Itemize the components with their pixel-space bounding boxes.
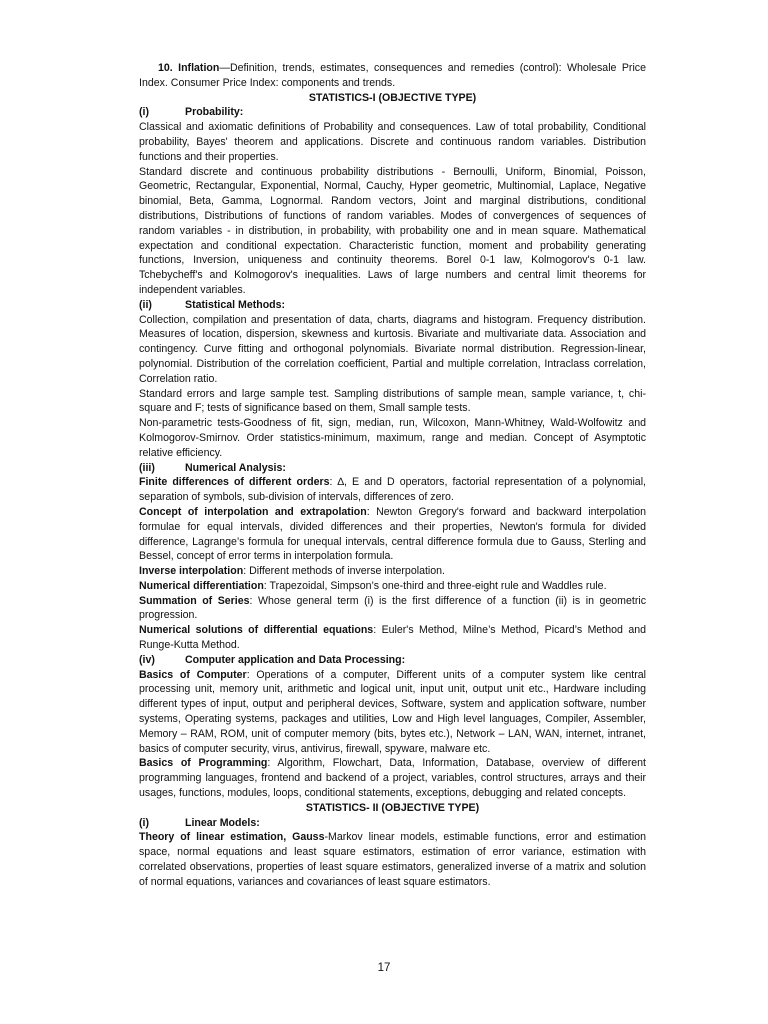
computer-heading (139, 653, 646, 668)
section-number: (ii) (139, 298, 152, 311)
topic-text: : Algorithm, Flowchart, Data, Information, Database, overview of different programming languages, frontend and backend of a project, variables, control structures, arrays and their usages, functions, modules, loops, conditional statements, exceptions, debugging and related concepts. (139, 757, 646, 800)
linear-estimation-paragraph (139, 830, 646, 889)
probability-paragraph-1: Classical and axiomatic definitions of Probability and consequences. Law of total probability, Conditional probability, Bayes' theorem and applications. Discrete and continuous random variables. Distribution functions and their properties. (139, 121, 646, 163)
topic-label: Summation of Series (139, 594, 250, 607)
finite-differences-paragraph (139, 475, 646, 505)
topic-text: : Different methods of inverse interpolation. (243, 565, 445, 578)
summation-paragraph (139, 594, 646, 624)
linear-models-heading (139, 816, 646, 831)
section-number: (i) (139, 106, 149, 119)
section-title: Numerical Analysis: (185, 461, 286, 474)
section-title: Probability: (185, 106, 244, 119)
section-title: Linear Models: (185, 816, 260, 829)
document-page (139, 61, 646, 890)
methods-paragraph-2: Standard errors and large sample test. Sampling distributions of sample mean, sample variance, t, chi-square and F; tests of significance based on them, Small sample tests. (139, 387, 646, 415)
topic-label: Numerical differentiation (139, 579, 264, 592)
probability-heading (139, 105, 646, 120)
inflation-paragraph (139, 61, 646, 91)
basics-of-computer-paragraph (139, 668, 646, 757)
section-number: (iii) (139, 461, 155, 474)
topic-text: : ∆, E and D operators, factorial representation of a polynomial, separation of symbols, sub-division of intervals, differences of zero. (139, 476, 646, 504)
topic-label: Inverse interpolation (139, 565, 244, 578)
inverse-interpolation-paragraph (139, 564, 646, 579)
topic-label: Theory of linear estimation, Gauss (139, 831, 325, 844)
topic-text: : Trapezoidal, Simpson’s one-third and three-eight rule and Waddles rule. (263, 579, 607, 592)
topic-text: : Euler's Method, Milne’s Method, Picard’s Method and Runge-Kutta Method. (139, 624, 646, 652)
methods-paragraph-3: Non-parametric tests-Goodness of fit, sign, median, run, Wilcoxon, Mann-Whitney, Wald-Wolfowitz and Kolmogorov-Smirnov. Order statistics-minimum, maximum, range and median. Concept of Asymptotic relative efficiency. (139, 417, 646, 459)
page-number: 17 (377, 962, 391, 974)
topic-text: -Markov linear models, estimable functions, error and estimation space, normal equations and least square estimators, estimation of error variance, estimation with correlated observations, properties of least square estimators, generalized inverse of a matrix and solution of normal equations, variances and covariances of least square estimators. (139, 831, 646, 888)
section-title: Statistical Methods: (185, 298, 286, 311)
methods-heading (139, 298, 646, 313)
inflation-text: —Definition, trends, estimates, consequences and remedies (control): Wholesale Price Index. Consumer Price Index: components and trends. (139, 62, 646, 89)
section-number: (iv) (139, 653, 155, 666)
topic-label: Basics of Programming (139, 757, 268, 770)
basics-of-programming-paragraph (139, 756, 646, 800)
topic-text: : Whose general term (i) is the first difference of a function (ii) is in geometric progression. (139, 594, 647, 622)
inflation-label: 10. Inflation (158, 62, 220, 74)
topic-text: : Newton Gregory's forward and backward interpolation formulae for equal intervals, divided differences and their properties, Newton's formula for divided difference, Lagrange’s formula for unequal intervals, central difference formula due to Gauss, Sterling and Bessel, concept of error terms in interpolation formula. (139, 505, 646, 563)
numerical-heading (139, 461, 646, 476)
topic-label: Basics of Computer (139, 668, 247, 681)
interpolation-paragraph (139, 505, 646, 564)
numerical-differentiation-paragraph (139, 579, 646, 594)
topic-label: Concept of interpolation and extrapolation (139, 505, 367, 518)
topic-text: : Operations of a computer, Different units of a computer system like central processing unit, memory unit, arithmetic and logical unit, input unit, output unit etc., Hardware including different types of input, output and peripheral devices, Software, system and application software, number systems, Operating systems, packages and utilities, Low and High level languages, Compiler, Assembler, Memory – RAM, ROM, unit of computer memory (bits, bytes etc.), Network – LAN, WAN, internet, intranet, basics of computer security, virus, antivirus, firewall, spyware, malware etc. (139, 668, 646, 755)
stat2-heading: STATISTICS- II (OBJECTIVE TYPE) (305, 801, 480, 814)
methods-paragraph-1: Collection, compilation and presentation of data, charts, diagrams and histogram. Frequency distribution. Measures of location, dispersion, skewness and kurtosis. Bivariate and multivariate data. Association and contingency. Curve fitting and orthogonal polynomials. Bivariate normal distribution. Regression-linear, polynomial. Distribution of the correlation coefficient, Partial and multiple correlation, Intraclass correlation, Correlation ratio. (139, 313, 646, 385)
section-number: (i) (139, 816, 149, 829)
stat1-heading: STATISTICS-I (OBJECTIVE TYPE) (308, 91, 477, 104)
section-title: Computer application and Data Processing: (185, 653, 406, 666)
probability-paragraph-2: Standard discrete and continuous probability distributions - Bernoulli, Uniform, Binomial, Poisson, Geometric, Rectangular, Exponential, Normal, Cauchy, Hyper geometric, Multinomial, Laplace, Negative binomial, Beta, Gamma, Lognormal. Random vectors, Joint and marginal distributions, conditional distributions, Distributions of functions of random variables. Modes of convergences of sequences of random variables - in distribution, in probability, with probability one and in mean square. Mathematical expectation and conditional expectation. Characteristic function, moment and probability generating functions, Inversion, uniqueness and continuity theorems. Borel 0-1 law, Kolmogorov's 0-1 law. Tchebycheff's and Kolmogorov's inequalities. Laws of large numbers and central limit theorems for independent variables. (139, 165, 646, 296)
differential-equations-paragraph (139, 623, 646, 653)
topic-label: Finite differences of different orders (139, 476, 330, 489)
topic-label: Numerical solutions of differential equations (139, 624, 374, 637)
